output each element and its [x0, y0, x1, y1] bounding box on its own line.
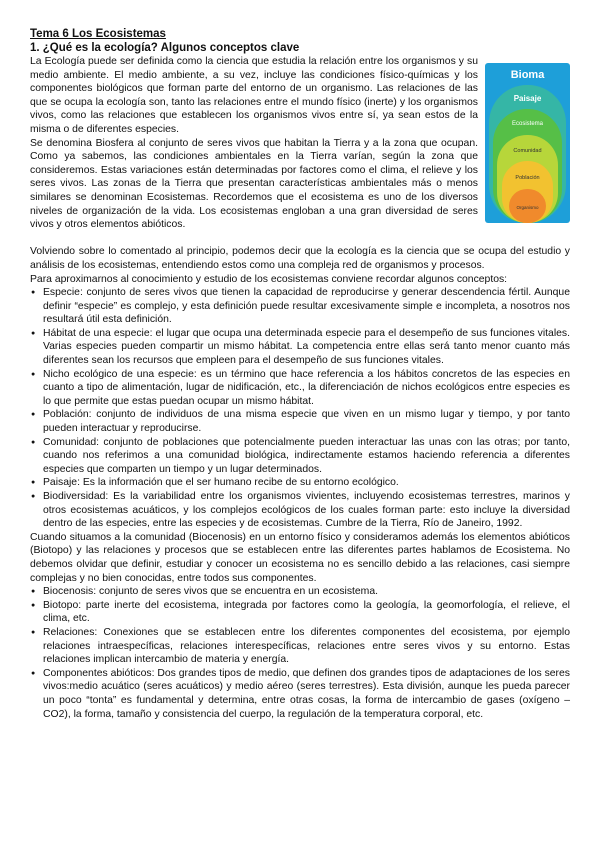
list-item: ● Relaciones: Conexiones que se establecen entre los diferentes componentes del ecosistema, por ejemplo relaciones intraespecíficas, relaciones interespecíficas, relaciones entre seres vivos y su entorno. Estas relaciones implican intercambio de materia y energía. — [30, 626, 570, 667]
ecology-levels-diagram — [485, 63, 570, 223]
list-item: ● Biotopo: parte inerte del ecosistema, integrada por factores como la geología, la geomorfología, el relieve, el clima, etc. — [30, 599, 570, 626]
paragraph-gap — [30, 232, 570, 246]
level-label-ecosistema: Ecosistema — [511, 121, 544, 127]
list-item: ● Nicho ecológico de una especie: es un término que hace referencia a los hábitos concretos de las especies en cuanto a tipo de alimentación, lugar de nidificación, etc., la diferenciación de nichos ecológicos entre especies es lo que permite que estas puedan ocupar un mismo hábitat. — [30, 368, 570, 409]
list-item: ● Biocenosis: conjunto de seres vivos que se encuentra en un ecosistema. — [30, 585, 570, 599]
intro-text — [30, 55, 478, 232]
body-paragraph-2: Para aproximarnos al conocimiento y estudio de los ecosistemas conviene recordar algunos conceptos: — [30, 273, 508, 285]
section-heading: 1. ¿Qué es la ecología? Algunos conceptos clave — [30, 42, 300, 54]
intro-paragraph-1: La Ecología puede ser definida como la ciencia que estudia la relación entre los organismos y su medio ambiente. El medio ambiente, a su vez, incluye las condiciones físico-químicas y los componentes biológicos que forman parte del entorno de un organismo. Las relaciones de las que se ocupa la ecología son, tanto las relaciones entre el mundo físico (inerte) y los organismos vivos, como las relaciones que establecen los organismos vivos entre sí, ya sean estos de la misma o de diferentes especies. — [30, 56, 478, 135]
list-item: ● Comunidad: conjunto de poblaciones que potencialmente pueden interactuar las unas con las otras; por tanto, cuando nos referimos a una comunidad biológica, indirectamente estamos haciendo referencia a diferentes especies que comparten un tiempo y un lugar determinados. — [30, 436, 570, 477]
level-label-bioma: Bioma — [510, 69, 545, 81]
level-label-organismo: Organismo — [516, 205, 539, 210]
list-item: ● Especie: conjunto de seres vivos que tienen la capacidad de reproducirse y generar descendencia fértil. Aunque definir “especie” es complejo, y esta definición puede resultar excesivamente simple e incompleta, a nosotros nos resultará útil esta definición. — [30, 286, 570, 327]
concepts-list — [30, 286, 570, 531]
list-item: ● Población: conjunto de individuos de una misma especie que viven en un mismo lugar y tiempo, y por tanto pueden interactuar y reproducirse. — [30, 408, 570, 435]
list-item: ● Componentes abióticos: Dos grandes tipos de medio, que definen dos grandes tipos de adaptaciones de los seres vivos:medio acuático (seres acuáticos) y medio aéreo (seres terrestres). Esta división, aunque les pueda parecer un poco “tonta” es fundamental y determina, entre otras cosas, la forma de intercambio de gases (oxígeno – CO2), la forma, tamaño y consistencia del cuerpo, la regulación de la temperatura corporal, etc. — [30, 667, 570, 721]
list-item: ● Hábitat de una especie: el lugar que ocupa una determinada especie para el desempeño de sus funciones vitales. Varias especies pueden compartir un mismo hábitat. La competencia entre ellas será tanto menor cuanto más diferentes sean los recursos que empleen para el desempeño de sus funciones vitales. — [30, 327, 570, 368]
document-page — [30, 27, 570, 721]
body-paragraph-3: Cuando situamos a la comunidad (Biocenosis) en un entorno físico y consideramos además los elementos abióticos (Biotopo) y las relaciones y procesos que se establecen entre las diferentes partes hablamos de Ecosistema. No debemos olvidar que definir, estudiar y conocer un ecosistema no es sencillo debido a las relaciones, casi siempre complejas y no bien conocidas, entre todos sus componentes. — [30, 531, 570, 584]
intro-paragraph-2: Se denomina Biosfera al conjunto de seres vivos que habitan la Tierra y a la zona que ocupan. Como ya sabemos, las condiciones ambientales en la Tierra varían, según la zona que consideremos. Estas variaciones están determinadas por factores como el clima, el relieve y los seres vivos. Las zonas de la Tierra que presentan características ambientales más o menos similares se denominan Ecosistemas. Recordemos que el ecosistema es uno de los diversos niveles de organización de la vida. Los ecosistemas engloban a una gran diversidad de seres vivos y otros elementos abióticos. — [30, 137, 478, 231]
level-label-comunidad: Comunidad — [513, 148, 542, 154]
level-label-paisaje: Paisaje — [513, 94, 542, 103]
list-item: ● Paisaje: Es la información que el ser humano recibe de su entorno ecológico. — [30, 476, 570, 490]
list-item: ● Biodiversidad: Es la variabilidad entre los organismos vivientes, incluyendo ecosistemas terrestres, marinos y otros ecosistemas acuáticos, y los complejos ecológicos de los cuales forman parte: esto incluye la diversidad dentro de las especies, entre las especies y de ecosistemas. Cumbre de la Tierra, Río de Janeiro, 1992. — [30, 490, 570, 531]
level-label-poblacion: Población — [515, 175, 540, 181]
document-title: Tema 6 Los Ecosistemas — [30, 28, 166, 40]
components-list — [30, 585, 570, 721]
body-paragraph-1: Volviendo sobre lo comentado al principio, podemos decir que la ecología es la ciencia que se ocupa del estudio y análisis de los ecosistemas, entendiendo estos como una compleja red de organismos y procesos. — [30, 246, 570, 271]
